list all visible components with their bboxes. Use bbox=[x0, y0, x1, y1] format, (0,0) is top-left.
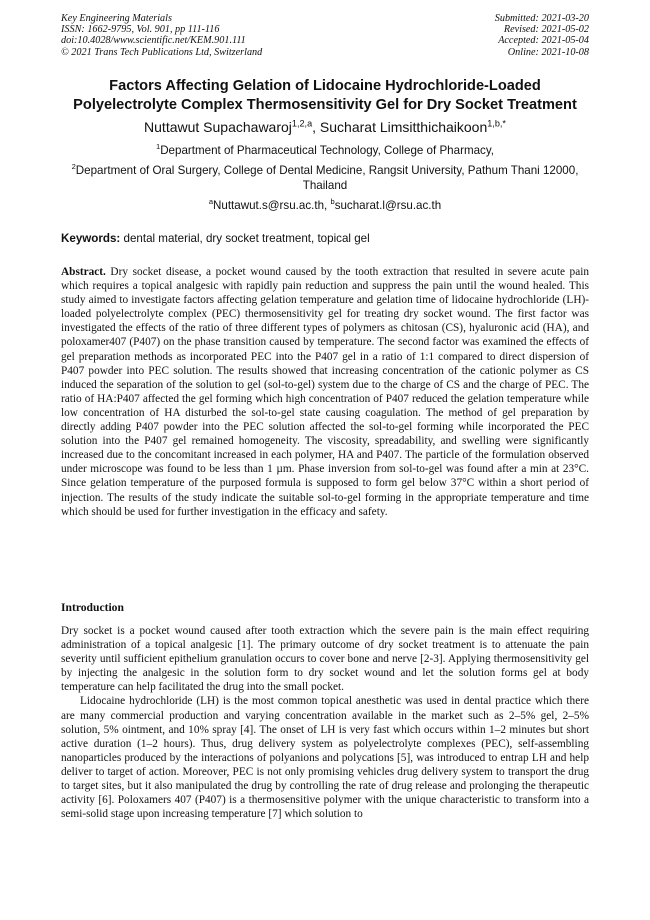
date-submitted: Submitted: 2021-03-20 bbox=[494, 13, 589, 24]
paper-title-line-1: Factors Affecting Gelation of Lidocaine Hydrochloride-Loaded bbox=[109, 78, 541, 94]
journal-copyright: © 2021 Trans Tech Publications Ltd, Switzerland bbox=[61, 46, 263, 58]
email-separator: , bbox=[324, 199, 331, 212]
keywords bbox=[61, 231, 589, 246]
email-b-mark: b bbox=[330, 197, 335, 207]
abstract-label: Abstract. bbox=[61, 266, 106, 278]
date-accepted: Accepted: 2021-05-04 bbox=[498, 35, 589, 47]
email-b-link[interactable]: sucharat.l@rsu.ac.th bbox=[334, 199, 442, 212]
affiliation-1-mark: 1 bbox=[155, 142, 161, 152]
email-a-link[interactable]: Nuttawut.s@rsu.ac.th bbox=[213, 199, 325, 212]
author-2: Sucharat Limsitthichaikoon bbox=[319, 119, 488, 135]
date-revised: Revised: 2021-05-02 bbox=[503, 24, 589, 36]
affiliation-1 bbox=[50, 143, 600, 158]
section-heading-introduction: Introduction bbox=[61, 601, 124, 614]
introduction-paragraph-2: Lidocaine hydrochloride (LH) is the most common topical anesthetic was used in dental practice which there are many commercial production and varying concentration available in the market such as 2–5% gel, 2–5% solution, 5% ointment, and 10% spray [4]. The onset of LH is very fast which occurs within 1–2 minutes but short active duration (1–2 hours). Thus, drug delivery system as polyelectrolyte complexes (PEC), self-assembling nanoparticles produced by the interactions of polyanions and polycations [5], was introduced to entrap LH and help deliver to target of action. Moreover, PEC is not only promising vehicles drug delivery system to transport the drug to target sites, but it also manipulated the drug by controlling the rate of drug release and prolonging the therapeutic activity [6]. Poloxamers 407 (P407) is a thermosensitive polymer with the unique characteristic to transform into a semi-solid stage upon increasing temperature [7] which solution to bbox=[61, 695, 589, 821]
keywords-label: Keywords: bbox=[61, 232, 121, 245]
journal-info bbox=[61, 13, 262, 58]
author-1: Nuttawut Supachawaroj bbox=[144, 119, 292, 135]
date-online: Online: 2021-10-08 bbox=[507, 46, 589, 58]
author-list bbox=[40, 118, 610, 136]
introduction-paragraph-1: Dry socket is a pocket wound caused after tooth extraction which the severe pain is the main effect requiring administration of a topical analgesic [1]. The primary outcome of dry socket treatment is to attenuate the pain severity until sufficient epithelium granulation occurs to cover bone and nerve [2-3]. Applying thermosensitivity gel by injecting the analgesic in the solution form to dry socket wound and let the solution forms gel at body temperature can help facilitated the drug into the small pocket. bbox=[61, 625, 589, 694]
author-separator: , bbox=[312, 119, 320, 135]
author-2-marks: 1,b,* bbox=[487, 118, 506, 129]
keywords-text: dental material, dry socket treatment, topical gel bbox=[120, 232, 370, 245]
journal-doi: doi:10.4028/www.scientific.net/KEM.901.111 bbox=[61, 35, 246, 47]
affiliation-2 bbox=[50, 163, 600, 193]
author-emails bbox=[50, 198, 600, 213]
journal-issn: ISSN: 1662-9795, Vol. 901, pp 111-116 bbox=[61, 24, 220, 36]
paper-title bbox=[40, 77, 610, 115]
author-1-marks: 1,2,a bbox=[291, 118, 313, 129]
affiliation-1-text: Department of Pharmaceutical Technology, College of Pharmacy, bbox=[160, 144, 494, 157]
introduction-body bbox=[61, 624, 589, 821]
paper-title-line-2: Polyelectrolyte Complex Thermosensitivity Gel for Dry Socket Treatment bbox=[73, 97, 577, 113]
journal-name: Key Engineering Materials bbox=[61, 13, 172, 24]
publication-dates bbox=[495, 13, 589, 58]
affiliation-2-text: Department of Oral Surgery, College of Dental Medicine, Rangsit University, Pathum Thani 12000, Thailand bbox=[75, 164, 579, 192]
abstract-text: Dry socket disease, a pocket wound caused by the tooth extraction that resulted in severe acute pain which requires a topical analgesic with rapidly pain reduction and suppress the pain until the wound healed. This study aimed to investigate factors affecting gelation temperature and gelation time of lidocaine hydrochloride (LH)-loaded polyelectrolyte complex (PEC) thermosensitivity gel for treating dry socket wound. The first factor was investigated the effects of the ratio of three different types of polymers as chitosan (CS), hyaluronic acid (HA), and poloxamer407 (P407) on the phase transition caused by temperature. The second factor was examined the effects of gel preparation methods as incorporated PEC into the P407 gel in a ratio of 1:1 compared to direct dispersion of P407 powder into PEC solution. The results showed that increasing concentration of the cationic polymer as CS induced the separation of the solution to gel (sol-to-gel) system due to the charge of CS and the charge of PEC. The ratio of HA:P407 affected the gel forming which high concentration of P407 reduced the gelation temperature while low concentration of HA disturbed the sol-to-gel state causing coagulation. The method of gel preparation by directly adding P407 powder into the PEC solution affected the sol-to-gel forming while incorporated the PEC solution into the P407 gel remained homogeneity. The viscosity, spreadability, and swelling were significantly increased due to the concomitant increased in each polymer, HA and P407. The particle of the formulation observed under microscope was found to be less than 1 µm. Phase inversion from sol-to-gel was found after a min at 23°C. Since gelation temperature of the purposed formula is supposed to form gel below 37°C within a short period of injection. The results of the study indicate the suitable sol-to-gel forming in the appropriate temperature and time which should be used for further investigation in the efficacy and safety. bbox=[61, 266, 589, 518]
affiliation-2-mark: 2 bbox=[71, 162, 76, 172]
email-a-mark: a bbox=[208, 197, 214, 207]
abstract bbox=[61, 265, 589, 519]
